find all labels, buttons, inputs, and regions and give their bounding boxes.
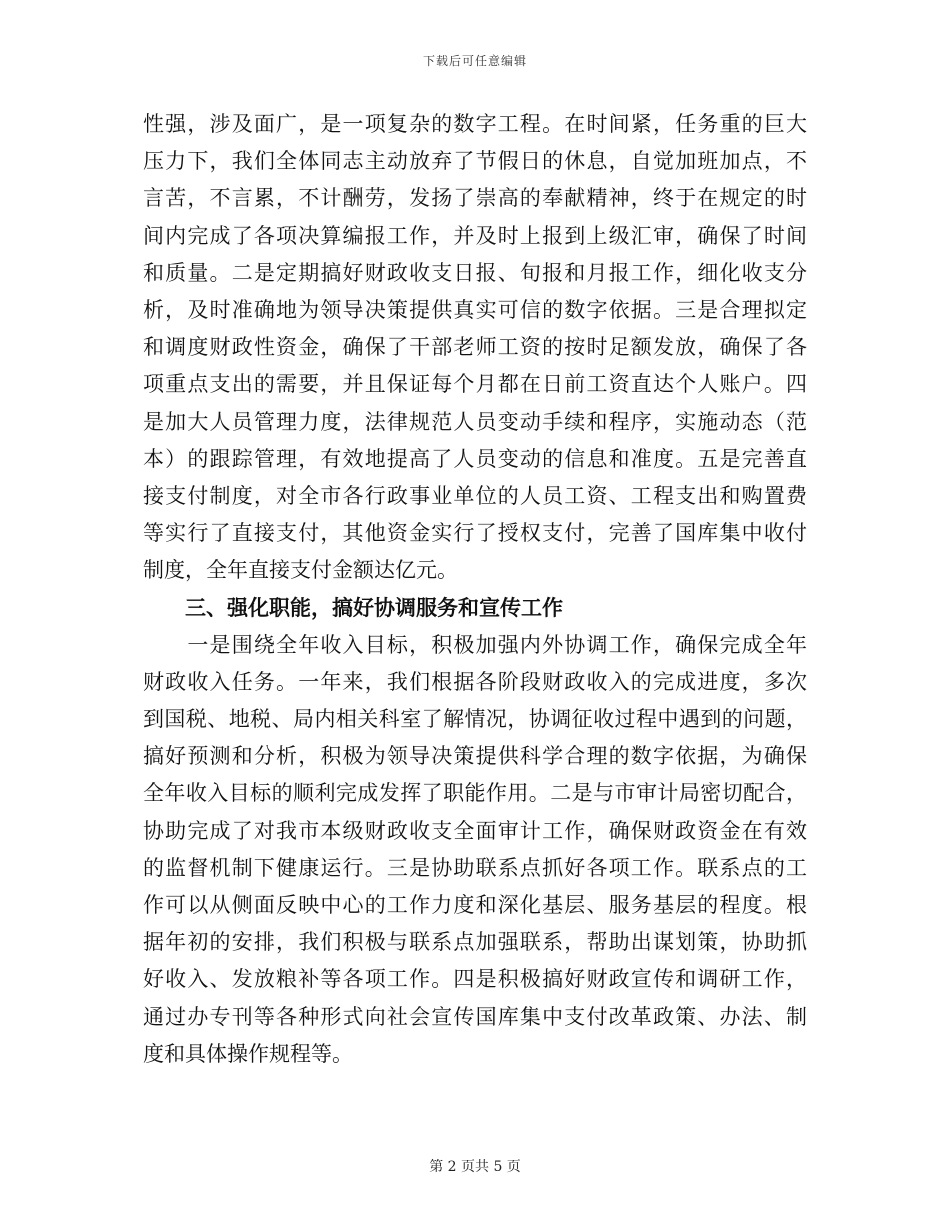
page-number: 第 2 页共 5 页 bbox=[429, 1159, 521, 1175]
page-header: 下载后可任意编辑 bbox=[422, 54, 527, 68]
section-heading: 三、强化职能，搞好协调服务和宣传工作 bbox=[143, 595, 563, 621]
body-line: 财政收入任务。一年来，我们根据各阶段财政收入的完成进度，多次 bbox=[143, 669, 807, 694]
body-line: 和调度财政性资金，确保了干部老师工资的按时足额发放，确保了各 bbox=[143, 335, 807, 360]
body-line: 等实行了直接支付，其他资金实行了授权支付，完善了国库集中收付 bbox=[143, 521, 807, 546]
body-line: 间内完成了各项决算编报工作，并及时上报到上级汇审，确保了时间 bbox=[143, 223, 807, 248]
body-line: 全年收入目标的顺利完成发挥了职能作用。二是与市审计局密切配合， bbox=[143, 781, 807, 806]
body-line: 制度，全年直接支付金额达亿元。 bbox=[143, 558, 458, 583]
body-line: 搞好预测和分析，积极为领导决策提供科学合理的数字依据，为确保 bbox=[143, 744, 807, 769]
body-line: 接支付制度，对全市各行政事业单位的人员工资、工程支出和购置费 bbox=[143, 483, 807, 508]
body-line: 析，及时准确地为领导决策提供真实可信的数字依据。三是合理拟定 bbox=[143, 297, 807, 322]
body-line: 是加大人员管理力度，法律规范人员变动手续和程序，实施动态（范 bbox=[143, 409, 807, 434]
body-line: 据年初的安排，我们积极与联系点加强联系，帮助出谋划策，协助抓 bbox=[143, 930, 807, 955]
body-line: 协助完成了对我市本级财政收支全面审计工作，确保财政资金在有效 bbox=[143, 818, 807, 843]
body-line: 项重点支出的需要，并且保证每个月都在日前工资直达个人账户。四 bbox=[143, 372, 807, 397]
body-line: 的监督机制下健康运行。三是协助联系点抓好各项工作。联系点的工 bbox=[143, 855, 807, 880]
body-line: 通过办专刊等各种形式向社会宣传国库集中支付改革政策、办法、制 bbox=[143, 1004, 807, 1029]
body-line: 作可以从侧面反映中心的工作力度和深化基层、服务基层的程度。根 bbox=[143, 892, 807, 917]
body-line: 压力下，我们全体同志主动放弃了节假日的休息，自觉加班加点，不 bbox=[143, 149, 807, 174]
body-line: 好收入、发放粮补等各项工作。四是积极搞好财政宣传和调研工作， bbox=[143, 967, 807, 992]
body-line: 和质量。二是定期搞好财政收支日报、旬报和月报工作，细化收支分 bbox=[143, 260, 807, 285]
body-line: 言苦，不言累，不计酬劳，发扬了崇高的奉献精神，终于在规定的时 bbox=[143, 186, 807, 211]
body-line: 度和具体操作规程等。 bbox=[143, 1041, 353, 1066]
document-body bbox=[143, 106, 807, 1073]
body-line: 性强，涉及面广，是一项复杂的数字工程。在时间紧，任务重的巨大 bbox=[143, 112, 807, 136]
body-line: 到国税、地税、局内相关科室了解情况，协调征收过程中遇到的问题， bbox=[143, 707, 807, 731]
body-line: 一是围绕全年收入目标，积极加强内外协调工作，确保完成全年 bbox=[143, 632, 807, 657]
body-line: 本）的跟踪管理，有效地提高了人员变动的信息和准度。五是完善直 bbox=[143, 446, 807, 471]
